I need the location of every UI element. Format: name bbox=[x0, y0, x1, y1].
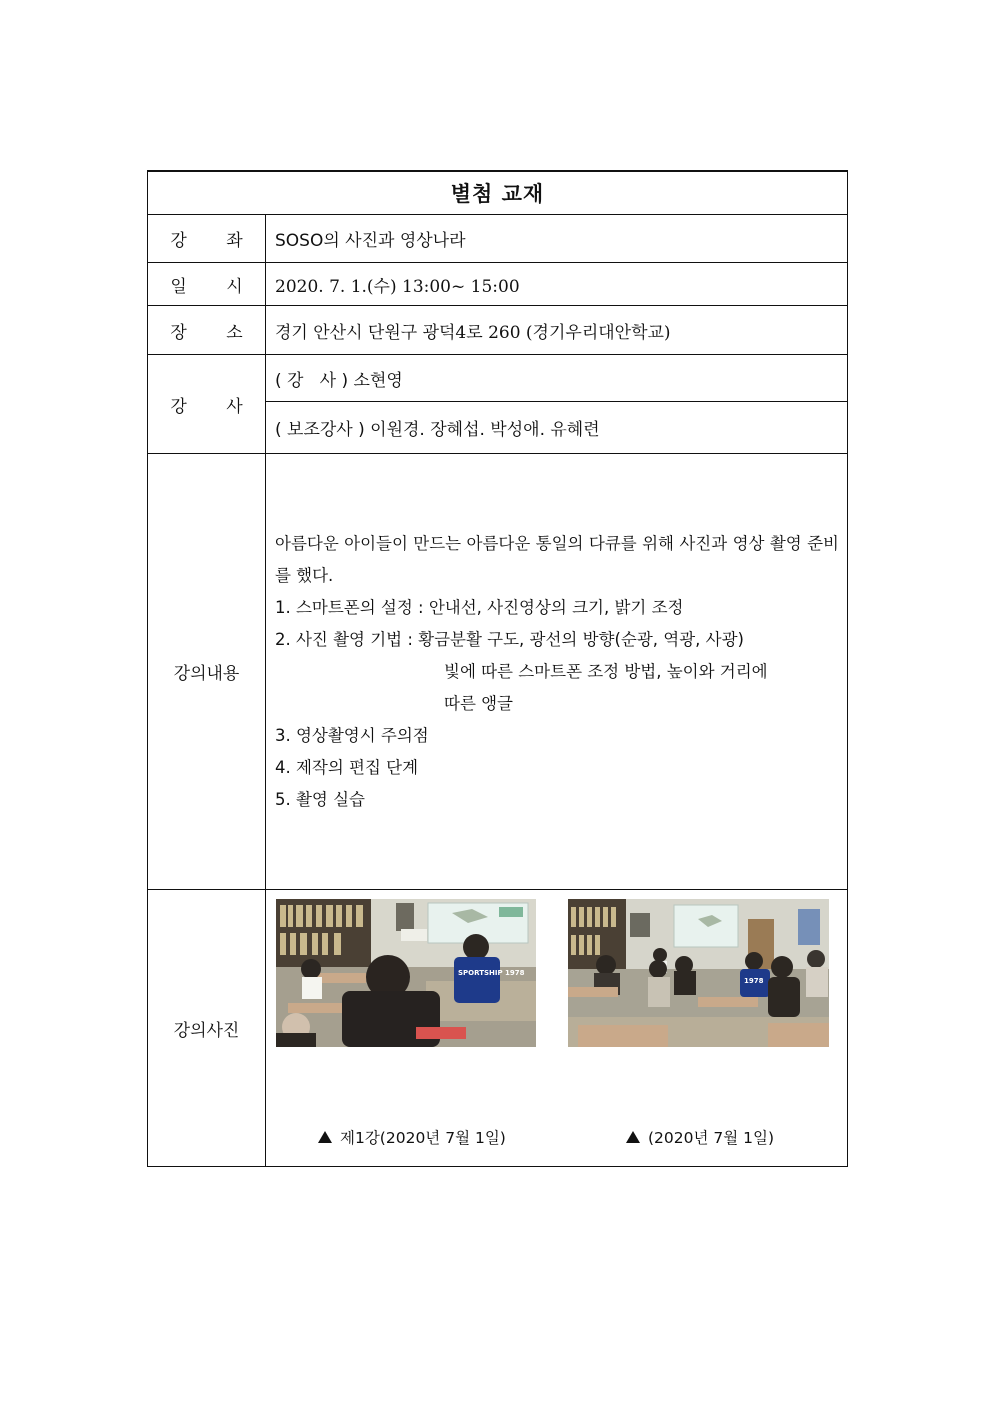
list-item: 2. 사진 촬영 기법 : 황금분활 구도, 광선의 방향(순광, 역광, 사광) bbox=[275, 629, 744, 649]
triangle-up-icon bbox=[318, 1131, 332, 1143]
list-item: 5. 촬영 실습 bbox=[275, 789, 365, 809]
lecture-content-label: 강의내용 bbox=[148, 454, 266, 890]
date-label: 일 시 bbox=[148, 263, 266, 306]
list-item: 1. 스마트폰의 설정 : 안내선, 사진영상의 크기, 밝기 조정 bbox=[275, 597, 684, 617]
instructor-label: 강 사 bbox=[148, 355, 266, 454]
shirt-text-2: 1978 bbox=[744, 977, 764, 985]
course-label: 강 좌 bbox=[148, 215, 266, 263]
shirt-text-1: SPORTSHIP 1978 bbox=[458, 969, 525, 977]
place-label: 장 소 bbox=[148, 306, 266, 355]
lecture-intro: 아름다운 아이들이 만드는 아름다운 통일의 다큐를 위해 사진과 영상 촬영 준비를 했다. bbox=[275, 533, 839, 585]
list-item: 4. 제작의 편집 단계 bbox=[275, 757, 419, 777]
instructor-main: ( 강 사 ) 소현영 bbox=[266, 355, 848, 402]
lecture-photos-cell bbox=[266, 890, 848, 1167]
document-title: 별첨 교재 bbox=[148, 171, 848, 215]
document-table bbox=[147, 170, 848, 1167]
list-item: 3. 영상촬영시 주의점 bbox=[275, 725, 429, 745]
list-item-continuation: 따른 앵글 bbox=[444, 693, 514, 713]
date-value: 2020. 7. 1.(수) 13:00~ 15:00 bbox=[266, 263, 848, 306]
lecture-photo-2 bbox=[568, 899, 829, 1047]
place-value: 경기 안산시 단원구 광덕4로 260 (경기우리대안학교) bbox=[266, 306, 848, 355]
lecture-content bbox=[266, 454, 848, 890]
lecture-photo-1 bbox=[276, 899, 536, 1047]
lecture-photos-label: 강의사진 bbox=[148, 890, 266, 1167]
instructor-assistants: ( 보조강사 ) 이원경. 장혜섭. 박성애. 유혜련 bbox=[266, 402, 848, 454]
course-value: SOSO의 사진과 영상나라 bbox=[266, 215, 848, 263]
photo-caption-2: (2020년 7월 1일) bbox=[626, 1126, 774, 1148]
triangle-up-icon bbox=[626, 1131, 640, 1143]
list-item-continuation: 빛에 따른 스마트폰 조정 방법, 높이와 거리에 bbox=[444, 661, 768, 681]
photo-caption-1: 제1강(2020년 7월 1일) bbox=[318, 1126, 506, 1148]
